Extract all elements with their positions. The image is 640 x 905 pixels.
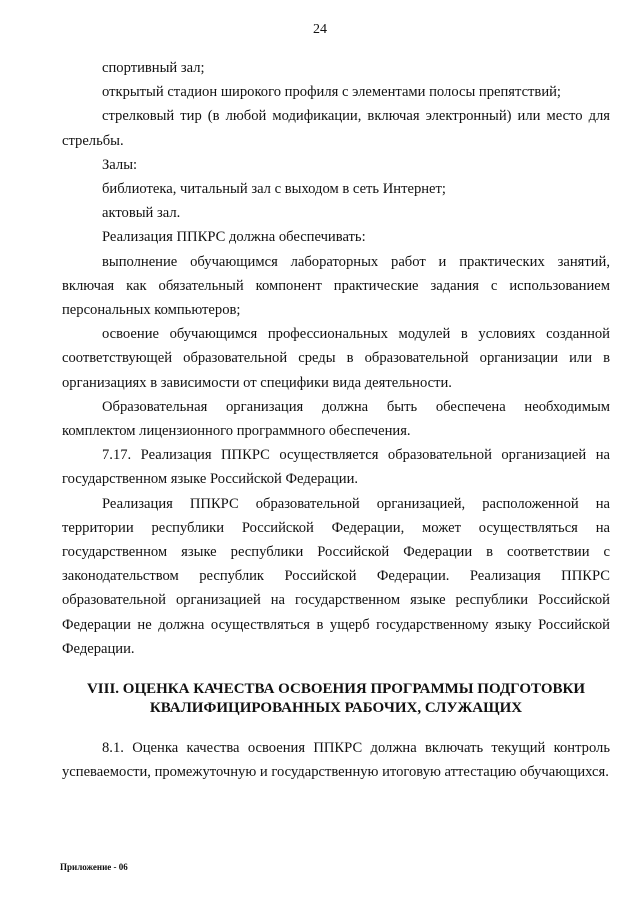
paragraph: стрелковый тир (в любой модификации, включая электронный) или место для стрельбы.	[62, 108, 610, 149]
section-heading-line1: VIII. ОЦЕНКА КАЧЕСТВА ОСВОЕНИЯ ПРОГРАММЫ ПОДГОТОВКИ	[86, 681, 586, 698]
paragraph: Реализация ППКРС образовательной организацией, расположенной на территории республики Российской Федерации, может осуществляться на государственном языке республики Российской Федерации в соответствии с законодательством республик Российской Федерации. Реализация ППКРС образовательной организацией на государственном языке республики Российской Федерации не должна осуществляться в ущерб государственному языку Российской Федерации.	[62, 495, 610, 657]
paragraph: Образовательная организация должна быть обеспечена необходимым комплектом лицензионного программного обеспечения.	[62, 398, 610, 440]
footer-note: Приложение - 06	[60, 862, 128, 872]
paragraph-8-1: 8.1. Оценка качества освоения ППКРС должна включать текущий контроль успеваемости, промежуточную и государственную итоговую аттестацию обучающихся.	[62, 740, 610, 781]
paragraph: библиотека, читальный зал с выходом в сеть Интернет;	[102, 181, 446, 198]
paragraph: 7.17. Реализация ППКРС осуществляется образовательной организацией на государственном языке Российской Федерации.	[62, 447, 610, 488]
paragraph: актовый зал.	[102, 205, 181, 222]
page-number: 24	[313, 22, 327, 37]
paragraph: выполнение обучающимся лабораторных работ и практических занятий, включая как обязательный компонент практические задания с использованием персональных компьютеров;	[62, 253, 610, 319]
paragraph: спортивный зал;	[102, 60, 205, 76]
section-heading	[62, 680, 610, 718]
paragraph: Реализация ППКРС должна обеспечивать:	[102, 229, 366, 246]
paragraph: освоение обучающимся профессиональных модулей в условиях созданной соответствующей образовательной среды в образовательной организации или в организациях в зависимости от специфики вида деятельности.	[62, 326, 610, 391]
document-body	[62, 56, 610, 784]
section-heading-line2: КВАЛИФИЦИРОВАННЫХ РАБОЧИХ, СЛУЖАЩИХ	[149, 700, 523, 717]
paragraph: Залы:	[102, 156, 138, 173]
paragraph: открытый стадион широкого профиля с элементами полосы препятствий;	[102, 84, 561, 101]
